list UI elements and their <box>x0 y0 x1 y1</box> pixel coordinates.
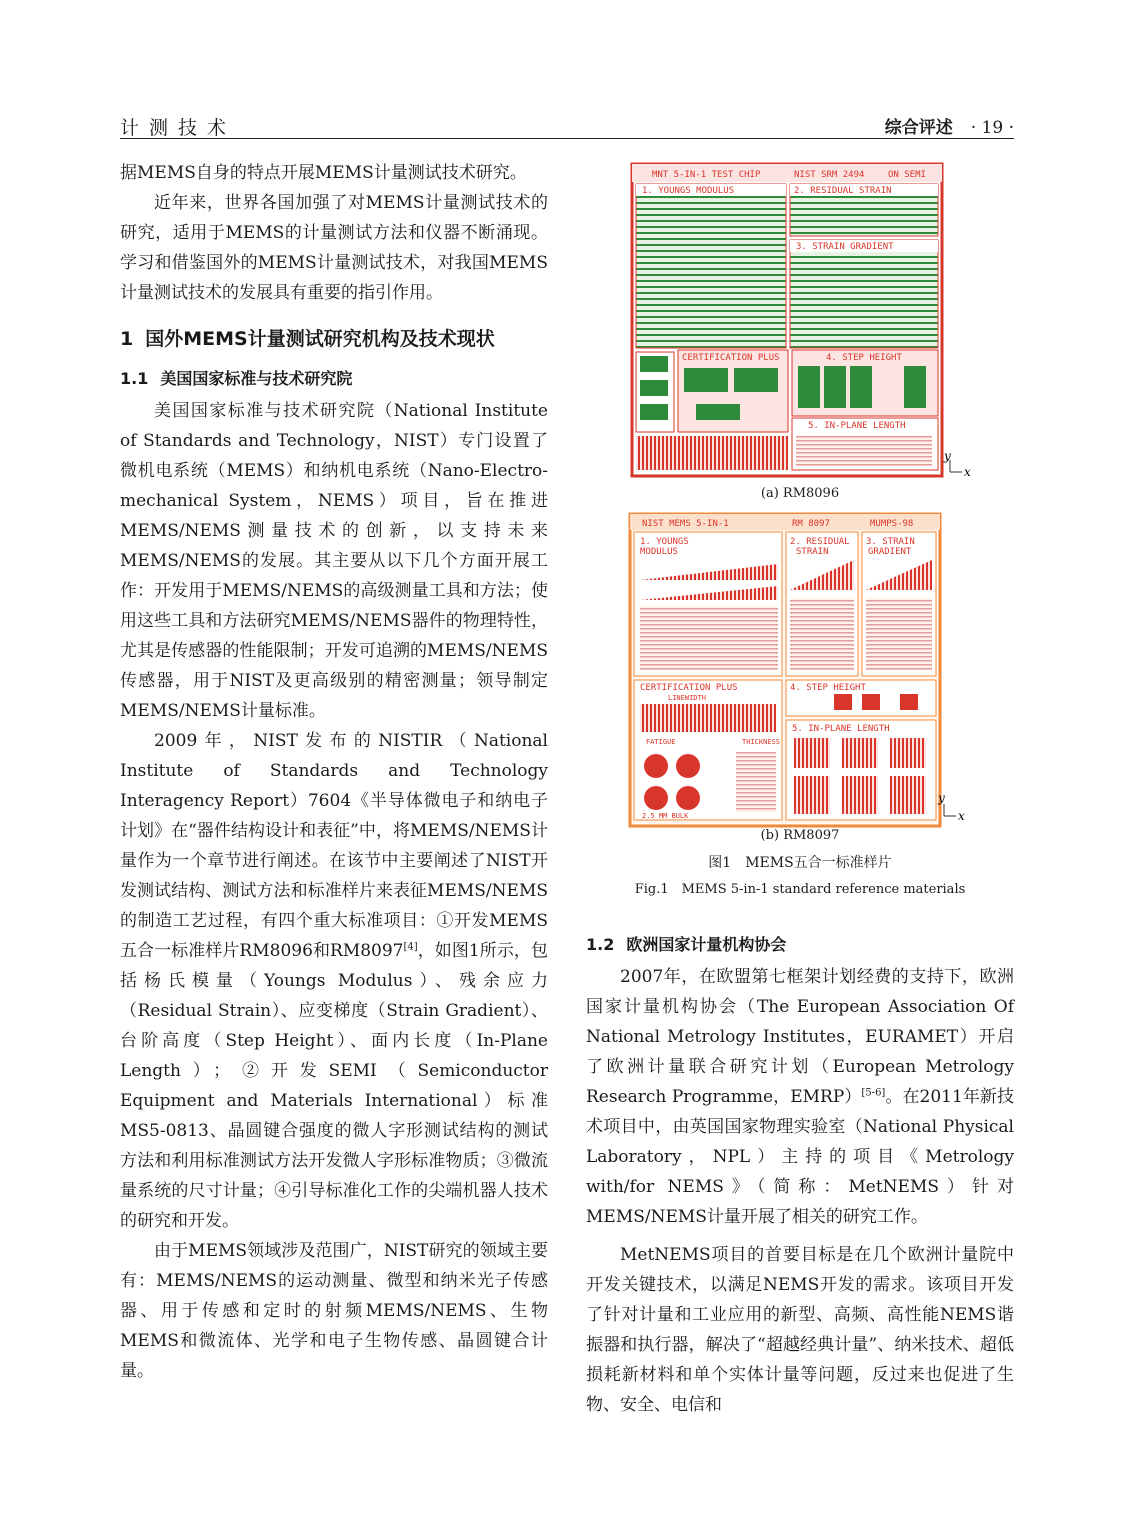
chip-a-title-left: MNT 5-IN-1 TEST CHIP <box>652 170 761 180</box>
chip-a-title-right: ON SEMI <box>888 170 926 180</box>
chip-b-bulk-label: 2.5 MM BULK <box>642 812 689 820</box>
citation-ref[interactable]: [5-6] <box>861 1087 886 1099</box>
figure-graphic <box>586 160 1014 900</box>
subsection-heading <box>586 930 1014 960</box>
chip-a-gradient-label: 3. STRAIN GRADIENT <box>796 242 894 252</box>
chip-b-residual-label-2: STRAIN <box>796 547 829 557</box>
chip-b-youngs-label-2: MODULUS <box>640 547 678 557</box>
figure-caption-en: Fig.1 MEMS 5-in-1 standard reference materials <box>634 882 966 897</box>
left-column <box>120 158 548 1386</box>
journal-name: 计测技术 <box>120 117 237 139</box>
chip-a-cert-label: CERTIFICATION PLUS <box>682 353 780 363</box>
chip-a-inplane-label: 5. IN-PLANE LENGTH <box>808 421 906 431</box>
paragraph: 由于MEMS领域涉及范围广，NIST研究的领域主要有：MEMS/NEMS的运动测量、微型和纳米光子传感器、用于传感和定时的射频MEMS/NEMS、生物MEMS和微流体、光学和电子生物传感、晶圆键合计量。 <box>120 1241 548 1381</box>
subsection-number: 1.1 <box>120 369 149 388</box>
axis-x-label-b: x <box>958 809 965 823</box>
figure-caption-cn: 图1 MEMS五合一标准样片 <box>708 855 892 871</box>
axis-y-label-a: y <box>944 449 951 463</box>
axis-x-label-a: x <box>964 465 971 479</box>
subsection-heading <box>120 364 548 394</box>
header-rule <box>120 138 1014 139</box>
chip-b-thickness-label: THICKNESS <box>742 738 780 746</box>
figure-subcaption-a: (a) RM8096 <box>760 486 840 501</box>
paragraph-text: 2007年，在欧盟第七框架计划经费的支持下，欧洲国家计量机构协会（The European Association Of National Metrology Institutes，EURAMET）开启了欧洲计量联合研究计划（European Metrology Research Programme，EMRP） <box>586 967 1014 1107</box>
figure-1 <box>586 160 1014 900</box>
section-title: 国外MEMS计量测试研究机构及技术现状 <box>145 328 495 350</box>
section-label: 综合评述 <box>884 118 953 138</box>
chip-a-residual-label: 2. RESIDUAL STRAIN <box>794 186 892 196</box>
paragraph <box>586 962 1014 1232</box>
paragraph: 美国国家标准与技术研究院（National Institute of Standards and Technology，NIST）专门设置了微机电系统（MEMS）和纳机电系统（Nano-Electro-mechanical System，NEMS）项目，旨在推进MEMS/NEMS测量技术的创新，以支持未来MEMS/NEMS的发展。其主要从以下几个方面开展工作：开发用于MEMS/NEMS的高级测量工具和方法；使用这些工具和方法研究MEMS/NEMS器件的物理特性，尤其是传感器的性能限制；开发可追溯的MEMS/NEMS传感器，用于NIST及更高级别的精密测量；领导制定MEMS/NEMS计量标准。 <box>120 401 548 721</box>
chip-b-gradient-label-2: GRADIENT <box>868 547 912 557</box>
chip-a-youngs-label: 1. YOUNGS MODULUS <box>642 186 735 196</box>
citation-ref[interactable]: [4] <box>403 941 418 953</box>
subsection-title: 美国国家标准与技术研究院 <box>160 369 353 388</box>
chip-rm8096 <box>632 164 971 479</box>
subsection-number: 1.2 <box>586 935 615 954</box>
paragraph: MetNEMS项目的首要目标是在几个欧洲计量院中开发关键技术，以满足NEMS开发的需求。该项目开发了针对计量和工业应用的新型、高频、高性能NEMS谐振器和执行器，解决了“超越经典计量”、纳米技术、超低损耗新材料和单个实体计量等问题，反过来也促进了生物、安全、电信和 <box>586 1245 1014 1415</box>
chip-b-inplane-label: 5. IN-PLANE LENGTH <box>792 724 890 734</box>
paragraph <box>120 726 548 1236</box>
chip-b-gradient-label-1: 3. STRAIN <box>866 537 915 547</box>
chip-b-title-right: MUMPS-98 <box>870 519 914 529</box>
paragraph: 据MEMS自身的特点开展MEMS计量测试技术研究。 <box>120 163 527 183</box>
page-number: · 19 · <box>970 118 1014 138</box>
chip-a-title-mid: NIST SRM 2494 <box>794 170 865 180</box>
paragraph: 近年来，世界各国加强了对MEMS计量测试技术的研究，适用于MEMS的计量测试方法和仪器不断涌现。学习和借鉴国外的MEMS计量测试技术，对我国MEMS计量测试技术的发展具有重要的指引作用。 <box>120 193 548 303</box>
chip-b-title-mid: RM 8097 <box>792 519 830 529</box>
chip-b-cert-label: CERTIFICATION PLUS <box>640 683 738 693</box>
figure-subcaption-b: (b) RM8097 <box>760 828 840 843</box>
chip-rm8097 <box>630 514 965 826</box>
chip-b-residual-label-1: 2. RESIDUAL <box>790 537 850 547</box>
right-column <box>586 930 1014 1420</box>
paragraph-text: ，如图1所示，包括杨氏模量（Youngs Modulus）、残余应力（Residual Strain）、应变梯度（Strain Gradient）、台阶高度（Step Height）、面内长度（In-Plane Length）；②开发SEMI（Semiconductor Equipment and Materials International）标准MS5-0813、晶圆键合强度的微人字形测试结构的测试方法和利用标准测试方法开发微人字形标准物质；③微流量系统的尺寸计量；④引导标准化工作的尖端机器人技术的研究和开发。 <box>120 941 548 1231</box>
chip-b-fatigue-label: FATIGUE <box>646 738 676 746</box>
running-head <box>885 113 1014 138</box>
section-heading <box>120 324 548 354</box>
chip-b-youngs-label-1: 1. YOUNGS <box>640 537 689 547</box>
chip-b-linewidth-label: LINEWIDTH <box>668 694 706 702</box>
paragraph-text: 2009年，NIST发布的NISTIR（National Institute of Standards and Technology Interagency Report）7604《半导体微电子和纳电子计划》在“器件结构设计和表征”中，将MEMS/NEMS计量作为一个章节进行阐述。在该节中主要阐述了NIST开发测试结构、测试方法和标准样片来表征MEMS/NEMS的制造工艺过程，有四个重大标准项目：①开发MEMS五合一标准样片RM8096和RM8097 <box>120 731 548 961</box>
axis-y-label-b: y <box>938 791 945 805</box>
chip-b-step-label: 4. STEP HEIGHT <box>790 683 866 693</box>
paragraph-text: 。在2011年新技术项目中，由英国国家物理实验室（National Physical Laboratory，NPL）主持的项目《Metrology with/for NEMS》（简称：MetNEMS）针对MEMS/NEMS计量开展了相关的研究工作。 <box>586 1087 1014 1227</box>
subsection-title: 欧洲国家计量机构协会 <box>626 935 787 954</box>
chip-a-step-label: 4. STEP HEIGHT <box>826 353 902 363</box>
chip-b-title-left: NIST MEMS 5-IN-1 <box>642 519 729 529</box>
section-number: 1 <box>120 328 134 350</box>
